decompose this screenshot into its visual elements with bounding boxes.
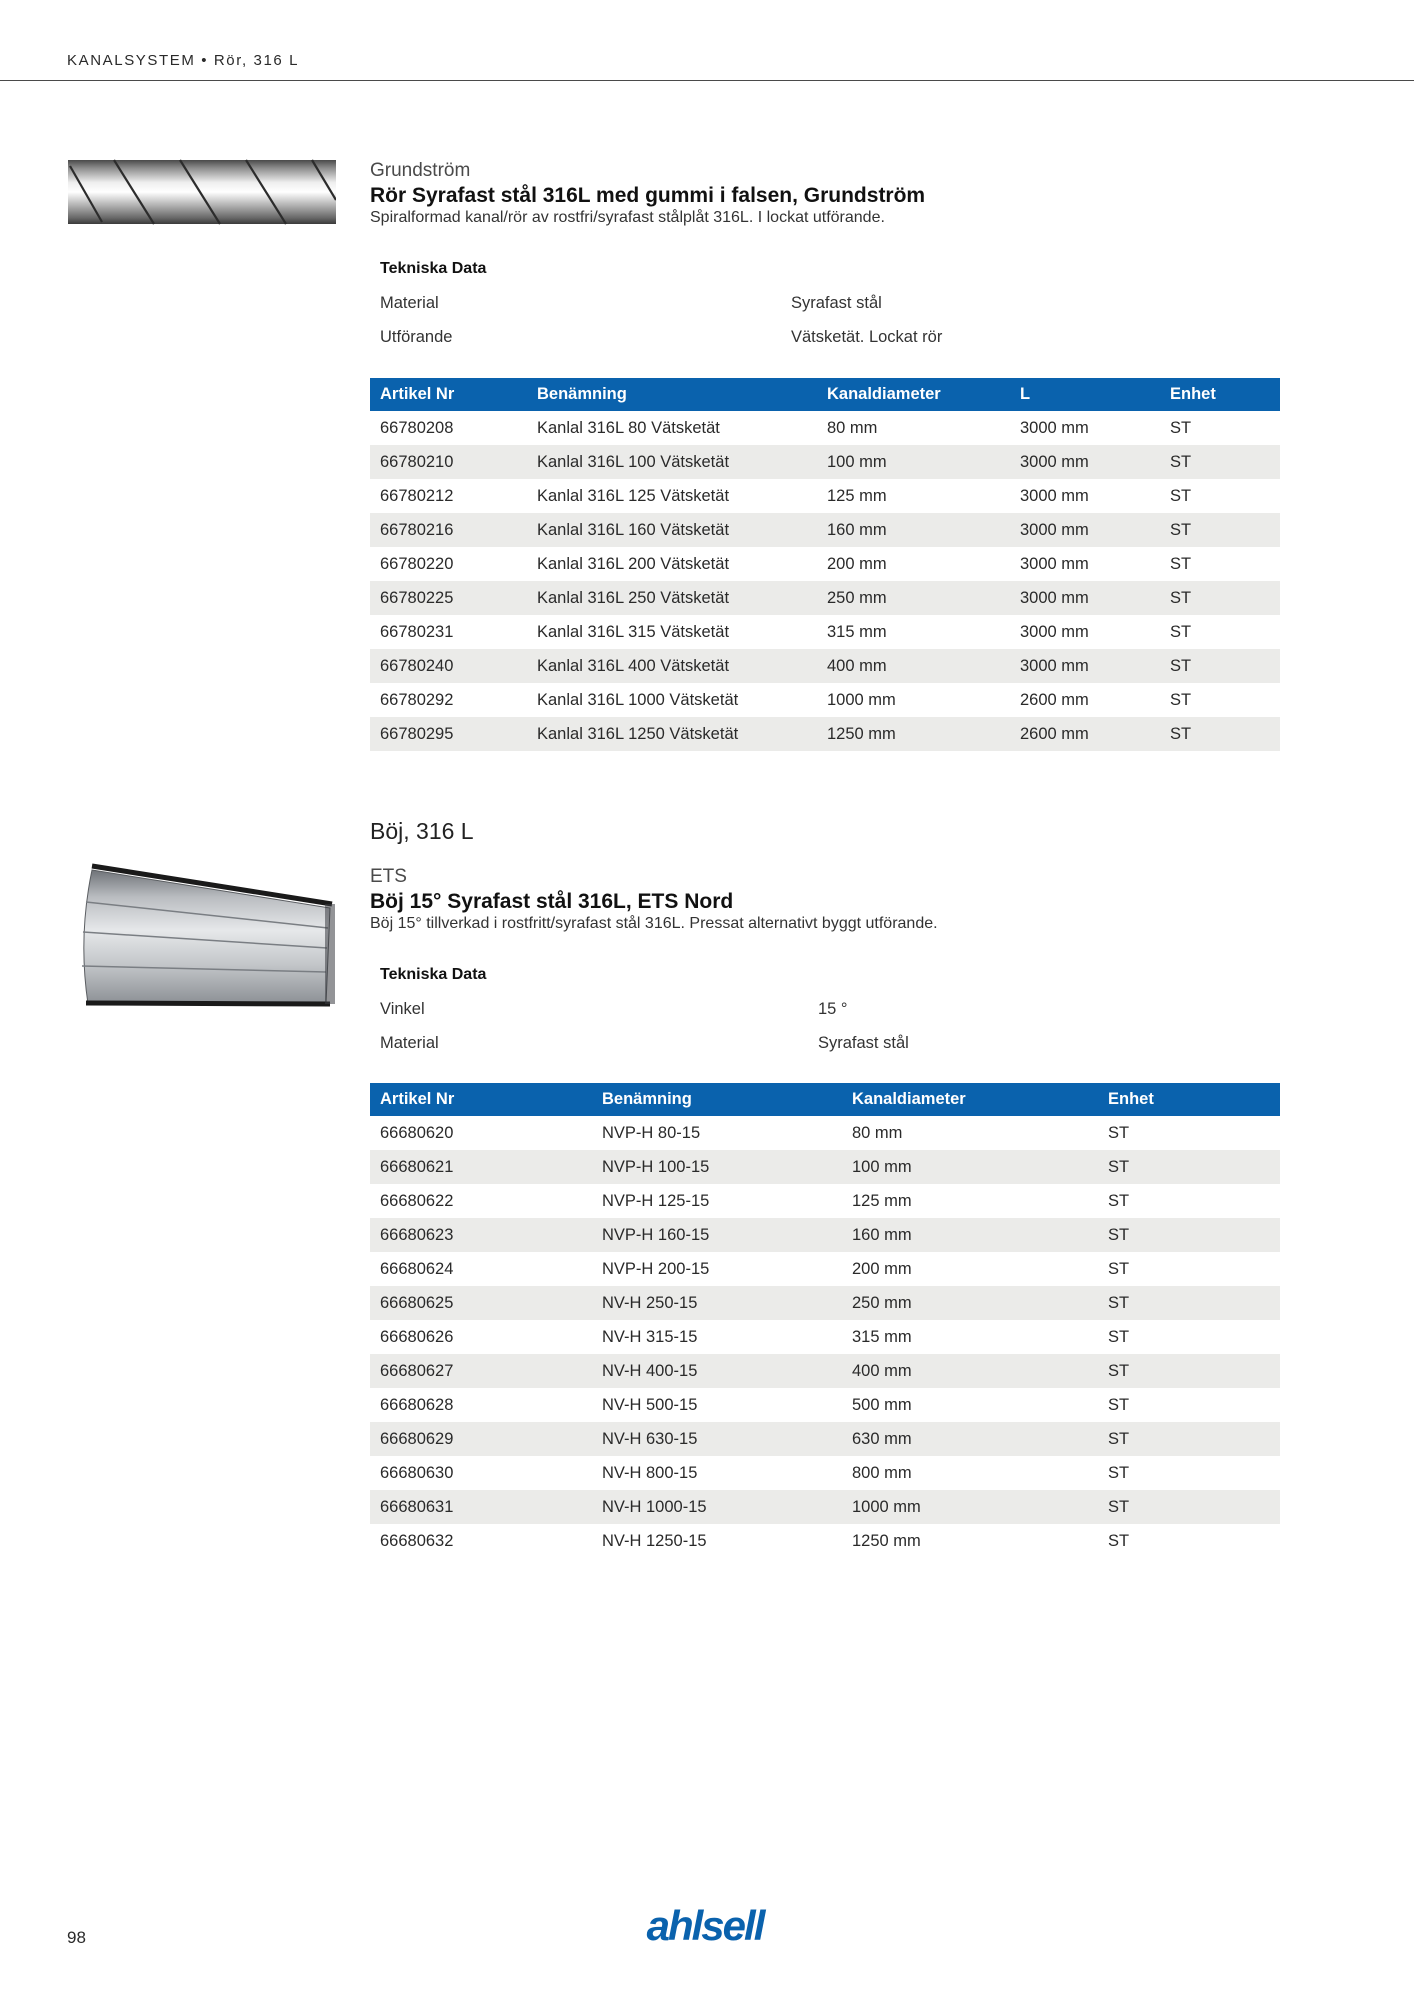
table-cell: NV-H 1250-15 xyxy=(602,1531,707,1550)
table-cell: 3000 mm xyxy=(1020,486,1089,505)
table-cell: ST xyxy=(1108,1123,1130,1142)
table-cell: 400 mm xyxy=(842,1354,1098,1388)
table-cell: 66780208 xyxy=(380,418,454,437)
table-cell: Kanlal 316L 1250 Vätsketät xyxy=(527,717,817,751)
table-cell: 125 mm xyxy=(852,1191,912,1210)
table-cell: ST xyxy=(1098,1422,1280,1456)
table-row xyxy=(370,479,1280,513)
tech-label: Material xyxy=(380,1034,439,1052)
table-cell: 3000 mm xyxy=(1010,513,1160,547)
table-cell: ST xyxy=(1108,1463,1130,1482)
table-cell: 80 mm xyxy=(852,1123,903,1142)
table-cell: 3000 mm xyxy=(1020,622,1089,641)
tech-row xyxy=(380,992,1280,1026)
table-cell: NVP-H 125-15 xyxy=(602,1191,710,1210)
table-cell: 66680629 xyxy=(370,1422,592,1456)
product-böj-15 xyxy=(370,866,1280,1060)
tech-value: Syrafast stål xyxy=(818,1034,909,1052)
table-row xyxy=(370,1456,1280,1490)
tech-row xyxy=(380,286,1280,320)
table-cell: ST xyxy=(1160,513,1280,547)
table-row xyxy=(370,1150,1280,1184)
table-cell: ST xyxy=(1108,1259,1130,1278)
table-cell: ST xyxy=(1098,1150,1280,1184)
table-row xyxy=(370,1422,1280,1456)
tech-label: Material xyxy=(380,294,439,312)
table-row xyxy=(370,649,1280,683)
table-cell: ST xyxy=(1170,554,1192,573)
table-cell: 66780225 xyxy=(370,581,527,615)
table-cell: 66780231 xyxy=(380,622,454,641)
tech-label: Utförande xyxy=(380,328,453,346)
table-row xyxy=(370,717,1280,751)
table-row xyxy=(370,1490,1280,1524)
table-cell: 66680631 xyxy=(370,1490,592,1524)
table-cell: 315 mm xyxy=(852,1327,912,1346)
product-title: Rör Syrafast stål 316L med gummi i falsen, Grundström xyxy=(370,184,926,207)
table-row xyxy=(370,1116,1280,1150)
tech-data-title: Tekniska Data xyxy=(380,260,487,277)
table-cell: 3000 mm xyxy=(1020,418,1089,437)
svg-text:ahlsell: ahlsell xyxy=(646,1902,764,1949)
table-cell: 400 mm xyxy=(817,649,1010,683)
table-cell: 315 mm xyxy=(827,622,887,641)
column-header: Benämning xyxy=(592,1083,842,1116)
column-header: L xyxy=(1010,378,1160,411)
table-row xyxy=(370,1388,1280,1422)
table-cell: 66680627 xyxy=(370,1354,592,1388)
table-cell: 200 mm xyxy=(827,554,887,573)
table-row xyxy=(370,615,1280,649)
table-cell: NV-H 630-15 xyxy=(592,1422,842,1456)
table-cell: 500 mm xyxy=(852,1395,912,1414)
table-cell: ST xyxy=(1098,1490,1280,1524)
table-cell: Kanlal 316L 400 Vätsketät xyxy=(527,649,817,683)
table-row xyxy=(370,683,1280,717)
table-cell: 1000 mm xyxy=(827,690,896,709)
table-header-row xyxy=(370,378,1280,411)
table-row xyxy=(370,1184,1280,1218)
table-cell: 160 mm xyxy=(842,1218,1098,1252)
table-cell: 100 mm xyxy=(842,1150,1098,1184)
table-cell: 2600 mm xyxy=(1010,717,1160,751)
table-cell: ST xyxy=(1098,1354,1280,1388)
table-row xyxy=(370,1218,1280,1252)
table-row xyxy=(370,513,1280,547)
table-cell: 66680626 xyxy=(380,1327,454,1346)
table-cell: NVP-H 200-15 xyxy=(602,1259,710,1278)
table-cell: ST xyxy=(1170,690,1192,709)
table-row xyxy=(370,581,1280,615)
table-cell: 125 mm xyxy=(827,486,887,505)
table-cell: NV-H 1000-15 xyxy=(592,1490,842,1524)
table-cell: Kanlal 316L 80 Vätsketät xyxy=(537,418,720,437)
column-header: Artikel Nr xyxy=(370,378,527,411)
column-header: Benämning xyxy=(527,378,817,411)
tech-data xyxy=(380,958,1280,1060)
tech-row xyxy=(380,1026,1280,1060)
table-cell: 3000 mm xyxy=(1010,581,1160,615)
table-row xyxy=(370,1320,1280,1354)
table-cell: Kanlal 316L 125 Vätsketät xyxy=(537,486,730,505)
table-cell: ST xyxy=(1170,486,1192,505)
table-row xyxy=(370,547,1280,581)
tech-value: 15 ° xyxy=(818,1000,848,1018)
table-cell: 66780292 xyxy=(380,690,454,709)
table-cell: 250 mm xyxy=(842,1286,1098,1320)
table-cell: 1250 mm xyxy=(852,1531,921,1550)
table-cell: 1000 mm xyxy=(842,1490,1098,1524)
tech-data xyxy=(380,252,1280,354)
table-row xyxy=(370,1252,1280,1286)
table-cell: 3000 mm xyxy=(1020,554,1089,573)
product-description: Spiralformad kanal/rör av rostfri/syrafast stålplåt 316L. I lockat utförande. xyxy=(370,209,885,226)
spiral-duct-image xyxy=(68,158,336,228)
table-cell: 200 mm xyxy=(852,1259,912,1278)
table-cell: NV-H 315-15 xyxy=(602,1327,698,1346)
table-cell: 630 mm xyxy=(842,1422,1098,1456)
table-cell: 66680625 xyxy=(370,1286,592,1320)
bend-15-image xyxy=(72,862,338,1014)
column-header: Kanaldiameter xyxy=(842,1083,1098,1116)
table-cell: Kanlal 316L 1000 Vätsketät xyxy=(537,690,739,709)
table-cell: 66780216 xyxy=(370,513,527,547)
table-cell: NVP-H 160-15 xyxy=(592,1218,842,1252)
table-cell: 800 mm xyxy=(852,1463,912,1482)
product-description: Böj 15° tillverkad i rostfritt/syrafast stål 316L. Pressat alternativt byggt utförande. xyxy=(370,915,938,932)
table-cell: 66680620 xyxy=(380,1123,454,1142)
table-cell: 66780212 xyxy=(380,486,454,505)
table-cell: ST xyxy=(1098,1218,1280,1252)
table-cell: NV-H 500-15 xyxy=(602,1395,698,1414)
table-cell: NVP-H 100-15 xyxy=(592,1150,842,1184)
table-cell: 66680623 xyxy=(370,1218,592,1252)
table-cell: ST xyxy=(1160,717,1280,751)
table-row xyxy=(370,1524,1280,1558)
table-cell: 66680632 xyxy=(380,1531,454,1550)
table-cell: ST xyxy=(1108,1327,1130,1346)
table-cell: 66780295 xyxy=(370,717,527,751)
column-header: Kanaldiameter xyxy=(817,378,1010,411)
table-cell: 66780210 xyxy=(370,445,527,479)
table-cell: Kanlal 316L 100 Vätsketät xyxy=(527,445,817,479)
product-table-böj xyxy=(370,1083,1280,1558)
table-cell: 66780240 xyxy=(370,649,527,683)
table-cell: 160 mm xyxy=(817,513,1010,547)
table-cell: 66680622 xyxy=(380,1191,454,1210)
tech-value: Syrafast stål xyxy=(791,294,882,312)
table-cell: 3000 mm xyxy=(1010,445,1160,479)
table-cell: ST xyxy=(1160,445,1280,479)
table-cell: 2600 mm xyxy=(1020,690,1089,709)
product-title: Böj 15° Syrafast stål 316L, ETS Nord xyxy=(370,890,734,913)
column-header: Artikel Nr xyxy=(370,1083,592,1116)
table-cell: 66680630 xyxy=(380,1463,454,1482)
table-cell: 80 mm xyxy=(827,418,878,437)
table-cell: NV-H 400-15 xyxy=(592,1354,842,1388)
tech-row xyxy=(380,320,1280,354)
table-cell: NV-H 800-15 xyxy=(602,1463,698,1482)
product-table-rör xyxy=(370,378,1280,751)
table-cell: ST xyxy=(1160,649,1280,683)
column-header: Enhet xyxy=(1098,1083,1280,1116)
table-cell: 66680621 xyxy=(370,1150,592,1184)
tech-data-title: Tekniska Data xyxy=(380,966,487,983)
table-cell: Kanlal 316L 250 Vätsketät xyxy=(527,581,817,615)
table-cell: 250 mm xyxy=(817,581,1010,615)
table-header-row xyxy=(370,1083,1280,1116)
section-heading: Böj, 316 L xyxy=(370,818,474,844)
product-rör-316l xyxy=(370,160,1280,354)
table-row xyxy=(370,1354,1280,1388)
table-cell: Kanlal 316L 315 Vätsketät xyxy=(537,622,730,641)
table-cell: 100 mm xyxy=(817,445,1010,479)
product-brand: ETS xyxy=(370,866,407,887)
column-header: Enhet xyxy=(1160,378,1280,411)
tech-value: Vätsketät. Lockat rör xyxy=(791,328,943,346)
table-cell: Kanlal 316L 200 Vätsketät xyxy=(537,554,730,573)
table-cell: ST xyxy=(1108,1191,1130,1210)
table-row xyxy=(370,411,1280,445)
product-brand: Grundström xyxy=(370,160,471,181)
table-cell: ST xyxy=(1170,622,1192,641)
tech-label: Vinkel xyxy=(380,1000,425,1018)
ahlsell-logo xyxy=(630,1900,780,1952)
table-row xyxy=(370,1286,1280,1320)
table-cell: ST xyxy=(1108,1395,1130,1414)
table-cell: 66780220 xyxy=(380,554,454,573)
table-cell: 3000 mm xyxy=(1010,649,1160,683)
table-cell: ST xyxy=(1160,581,1280,615)
table-cell: ST xyxy=(1098,1286,1280,1320)
breadcrumb: KANALSYSTEM • Rör, 316 L xyxy=(67,52,300,69)
page-header xyxy=(0,0,1414,81)
page-number: 98 xyxy=(67,1928,86,1947)
table-cell: 1250 mm xyxy=(817,717,1010,751)
table-cell: NVP-H 80-15 xyxy=(602,1123,701,1142)
table-cell: ST xyxy=(1170,418,1192,437)
table-cell: Kanlal 316L 160 Vätsketät xyxy=(527,513,817,547)
table-cell: ST xyxy=(1108,1531,1130,1550)
table-cell: 66680628 xyxy=(380,1395,454,1414)
table-cell: 66680624 xyxy=(380,1259,454,1278)
table-row xyxy=(370,445,1280,479)
table-cell: NV-H 250-15 xyxy=(592,1286,842,1320)
